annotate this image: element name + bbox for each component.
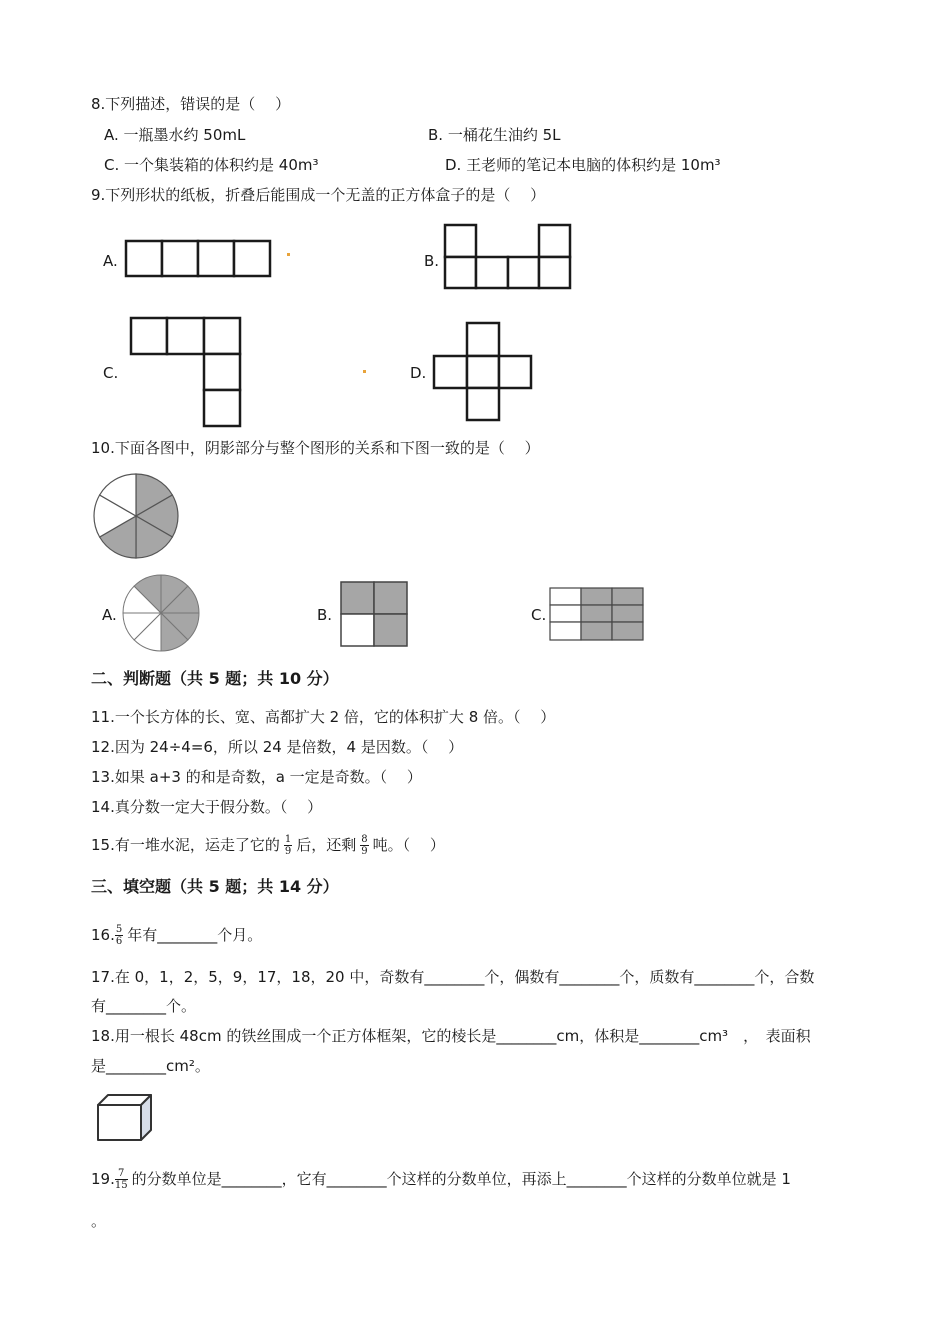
- q15-part-3: 吨。（ ）: [372, 836, 445, 854]
- q10-option-a-circle: [122, 574, 202, 654]
- q15-fraction-1-den: 9: [284, 846, 292, 857]
- q9-net-a: [125, 240, 273, 278]
- q9-net-b: [444, 224, 574, 290]
- q10-label-c: C.: [531, 606, 547, 624]
- q10-label-b: B.: [317, 606, 333, 624]
- q8-option-c: C. 一个集装箱的体积约是 40m³: [104, 156, 319, 174]
- q15-fraction-2-den: 9: [361, 846, 368, 857]
- q16-number: 16.: [91, 926, 115, 944]
- q19-line-2: 。: [91, 1212, 107, 1230]
- q14-text: 14.真分数一定大于假分数。（ ）: [91, 798, 323, 816]
- q15-fraction-2-num: 8: [361, 834, 368, 845]
- q10-option-b-grid: [340, 581, 410, 648]
- q9-net-c: [130, 317, 244, 429]
- q8-option-d: D. 王老师的笔记本电脑的体积约是 10m³: [445, 156, 721, 174]
- q15-part-2: 后，还剩: [296, 836, 357, 854]
- q8-option-a: A. 一瓶墨水约 50mL: [104, 126, 246, 144]
- q16-fraction: [115, 924, 123, 947]
- stray-dot: [287, 253, 290, 256]
- q16-rest: 年有________个月。: [127, 926, 263, 944]
- q10-stem: 10.下面各图中，阴影部分与整个图形的关系和下图一致的是（ ）: [91, 439, 540, 457]
- q15-fraction-1: [284, 834, 292, 857]
- q15-fraction-1-num: 1: [284, 834, 292, 845]
- q18-line-1: 18.用一根长 48cm 的铁丝围成一个正方体框架，它的棱长是________cm，体积是________cm³ ， 表面积: [91, 1027, 811, 1045]
- q19-fraction-num: 7: [115, 1168, 128, 1180]
- q18-line-2: 是________cm²。: [91, 1057, 210, 1075]
- q19-fraction: [115, 1168, 128, 1191]
- q15-text: [91, 834, 445, 857]
- q9-label-d: D.: [410, 364, 427, 382]
- q16-fraction-den: 6: [115, 936, 123, 947]
- q16-text: [91, 924, 262, 947]
- q9-label-b: B.: [424, 252, 440, 270]
- q10-reference-circle: [93, 473, 181, 561]
- q10-option-c-grid: [549, 587, 645, 643]
- q19-rest: 的分数单位是________，它有________个这样的分数单位，再添上________个这样的分数单位就是 1: [131, 1170, 791, 1188]
- stray-dot: [363, 370, 366, 373]
- q9-net-d: [433, 322, 534, 422]
- q13-text: 13.如果 a+3 的和是奇数，a 一定是奇数。（ ）: [91, 768, 422, 786]
- section-3-heading: 三、填空题（共 5 题；共 14 分）: [91, 877, 339, 896]
- q19-number: 19.: [91, 1170, 115, 1188]
- q16-fraction-num: 5: [115, 924, 123, 935]
- q9-stem: 9.下列形状的纸板，折叠后能围成一个无盖的正方体盒子的是（ ）: [91, 186, 546, 204]
- q8-option-b: B. 一桶花生油约 5L: [428, 126, 561, 144]
- q19-fraction-den: 15: [114, 1180, 128, 1191]
- cube-illustration: [96, 1093, 154, 1143]
- q11-text: 11.一个长方体的长、宽、高都扩大 2 倍，它的体积扩大 8 倍。（ ）: [91, 708, 556, 726]
- q9-label-a: A.: [103, 252, 118, 270]
- q12-text: 12.因为 24÷4=6，所以 24 是倍数，4 是因数。（ ）: [91, 738, 464, 756]
- q17-line-2: 有________个。: [91, 997, 197, 1015]
- q17-line-1: 17.在 0，1，2，5，9，17，18，20 中，奇数有________个，偶数有________个，质数有________个，合数: [91, 968, 815, 986]
- q8-stem: 8.下列描述，错误的是（ ）: [91, 95, 291, 113]
- q19-text: [91, 1168, 791, 1191]
- q10-label-a: A.: [102, 606, 117, 624]
- section-2-heading: 二、判断题（共 5 题；共 10 分）: [91, 669, 339, 688]
- q9-label-c: C.: [103, 364, 119, 382]
- q15-part-1: 15.有一堆水泥，运走了它的: [91, 836, 280, 854]
- q15-fraction-2: [360, 834, 368, 857]
